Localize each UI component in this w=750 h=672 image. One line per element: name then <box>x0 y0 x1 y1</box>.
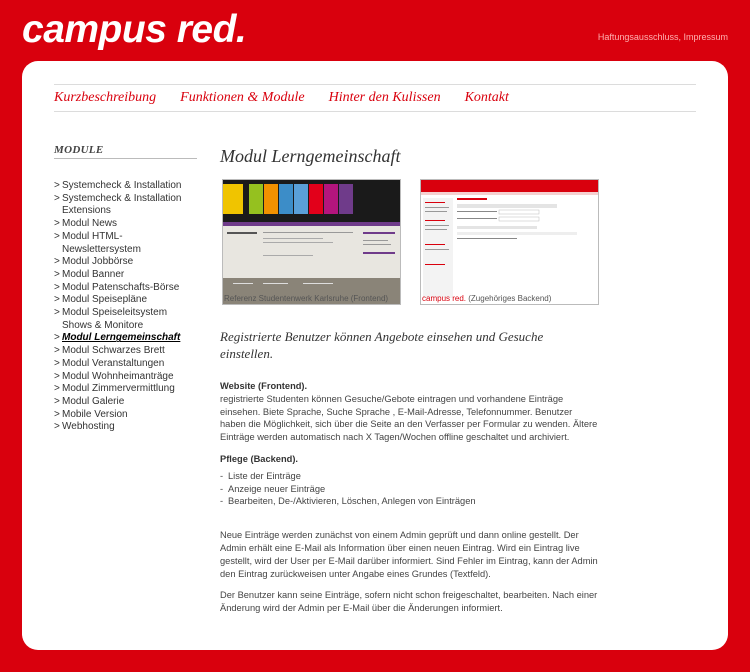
module-sidebar <box>54 144 197 434</box>
arrow-icon: > <box>54 332 60 344</box>
nav-item-kontakt[interactable]: Kontakt <box>464 90 509 105</box>
backend-list <box>220 470 600 508</box>
backend-heading: Pflege (Backend). <box>220 453 299 464</box>
lead-text: Registrierte Benutzer können Angebote einsehen und Gesuche einstellen. <box>220 329 544 361</box>
sidebar-item-label: Systemcheck & Installation <box>62 180 182 191</box>
list-item: - Bearbeiten, De-/Aktivieren, Löschen, Anlegen von Einträgen <box>220 495 600 508</box>
paragraph-edit: Der Benutzer kann seine Einträge, sofern nicht schon freigeschaltet, bearbeiten. Nach einer Änderung wird der Admin per E-Mail über die Änderungen informiert. <box>220 590 598 614</box>
nav-item-hinter-den-kulissen[interactable]: Hinter den Kulissen <box>328 90 441 105</box>
sidebar-item[interactable] <box>54 358 197 371</box>
arrow-icon: > <box>54 383 60 395</box>
sidebar-item[interactable] <box>54 282 197 295</box>
arrow-icon: > <box>54 307 60 319</box>
frontend-text: registrierte Studenten können Gesuche/Gebote eintragen und vorhandene Einträge einsehen. Biete Sprache, Suche Sprache , E-Mail-Adresse, Telefonnummer. Benutzer haben die Möglichkeit, sich über die Seite an den Verfasser per Formular zu wenden. Ältere Einträge werden automatisch nach X Tagen/Wochen offline geschaltet und archiviert. <box>220 393 598 443</box>
arrow-icon: > <box>54 357 60 369</box>
sidebar-item-label: Modul Speiseleitsystem Shows & Monitore <box>62 307 168 331</box>
arrow-icon: > <box>54 192 60 204</box>
sidebar-item[interactable] <box>54 256 197 269</box>
sidebar-item-label: Modul Schwarzes Brett <box>62 345 165 357</box>
nav-item-kurzbeschreibung[interactable]: Kurzbeschreibung <box>54 90 157 105</box>
sidebar-item-label: Modul Zimmervermittlung <box>62 383 175 395</box>
backend-screenshot-image <box>421 180 598 304</box>
arrow-icon: > <box>54 180 60 191</box>
sidebar-item[interactable] <box>54 371 197 384</box>
sidebar-item-label: Modul Banner <box>62 268 125 280</box>
sidebar-list <box>54 180 197 434</box>
frontend-section <box>220 380 600 444</box>
sidebar-item[interactable] <box>54 409 197 422</box>
sidebar-item[interactable] <box>54 294 197 307</box>
sidebar-title: MODULE <box>54 144 197 159</box>
backend-caption <box>422 294 551 303</box>
main-nav <box>54 84 696 112</box>
arrow-icon: > <box>54 370 60 382</box>
arrow-icon: > <box>54 294 60 306</box>
frontend-heading: Website (Frontend). <box>220 381 308 391</box>
sidebar-item-label: Modul Wohnheimanträge <box>62 370 174 382</box>
backend-section <box>220 453 600 466</box>
sidebar-item-label: Modul Patenschafts-Börse <box>62 281 180 293</box>
list-item: - Anzeige neuer Einträge <box>220 483 600 496</box>
list-item: - Liste der Einträge <box>220 470 600 483</box>
sidebar-item[interactable] <box>54 383 197 396</box>
backend-caption-brand: campus red. <box>422 294 467 303</box>
sidebar-item[interactable] <box>54 231 197 256</box>
sidebar-item[interactable] <box>54 218 197 231</box>
sidebar-item[interactable] <box>54 332 197 345</box>
sidebar-item[interactable] <box>54 180 197 193</box>
main-content <box>220 146 610 614</box>
sidebar-item-label: Webhosting <box>62 421 115 433</box>
sidebar-item-label: Modul HTML-Newslettersystem <box>62 230 141 255</box>
imprint-link[interactable]: Impressum <box>683 32 728 42</box>
sidebar-item[interactable] <box>54 269 197 282</box>
screenshots <box>220 179 610 289</box>
arrow-icon: > <box>54 281 60 293</box>
arrow-icon: > <box>54 421 60 433</box>
sidebar-item[interactable] <box>54 193 197 218</box>
nav-item-funktionen-module[interactable]: Funktionen & Module <box>180 90 305 105</box>
sidebar-item-label: Modul Speisepläne <box>62 294 148 306</box>
paragraph-review: Neue Einträge werden zunächst von einem Admin geprüft und dann online gestellt. Der Admin erhält eine E-Mail als Information über einen neuen Eintrag. Wird ein Eintrag live gestellt, wird der User per E-Mail darüber informiert. Sind Fehler im Eintrag, kann der Admin den Eintrag zurückweisen unter Angabe eines Grundes (Textfeld). <box>220 530 598 579</box>
frontend-screenshot-image <box>223 180 400 304</box>
content-panel <box>22 61 728 650</box>
arrow-icon: > <box>54 256 60 268</box>
arrow-icon: > <box>54 268 60 280</box>
backend-caption-text: (Zugehöriges Backend) <box>466 294 552 303</box>
frontend-screenshot[interactable] <box>222 179 401 305</box>
sidebar-item-label: Modul Jobbörse <box>62 256 134 268</box>
sidebar-item[interactable] <box>54 396 197 409</box>
sidebar-item-label: Modul Lerngemeinschaft <box>62 332 181 344</box>
sidebar-item-label: Mobile Version <box>62 408 128 420</box>
arrow-icon: > <box>54 408 60 420</box>
sidebar-item[interactable] <box>54 421 197 434</box>
arrow-icon: > <box>54 230 60 242</box>
arrow-icon: > <box>54 218 60 230</box>
top-links <box>598 32 728 42</box>
sidebar-item[interactable] <box>54 307 197 332</box>
sidebar-item-label: Systemcheck & Installation Extensions <box>62 192 182 217</box>
arrow-icon: > <box>54 395 60 407</box>
site-logo[interactable]: campus red. <box>22 8 247 51</box>
arrow-icon: > <box>54 345 60 357</box>
page-title: Modul Lerngemeinschaft <box>220 146 401 166</box>
link-separator: , <box>678 32 681 42</box>
sidebar-item-label: Modul Galerie <box>62 395 125 407</box>
sidebar-item[interactable] <box>54 345 197 358</box>
backend-screenshot[interactable] <box>420 179 599 305</box>
frontend-caption: Referenz Studentenwerk Karlsruhe (Frontend) <box>224 294 389 303</box>
body-text <box>220 380 600 624</box>
sidebar-item-label: Modul News <box>62 218 118 230</box>
sidebar-item-label: Modul Veranstaltungen <box>62 357 165 369</box>
disclaimer-link[interactable]: Haftungsausschluss <box>597 32 679 42</box>
